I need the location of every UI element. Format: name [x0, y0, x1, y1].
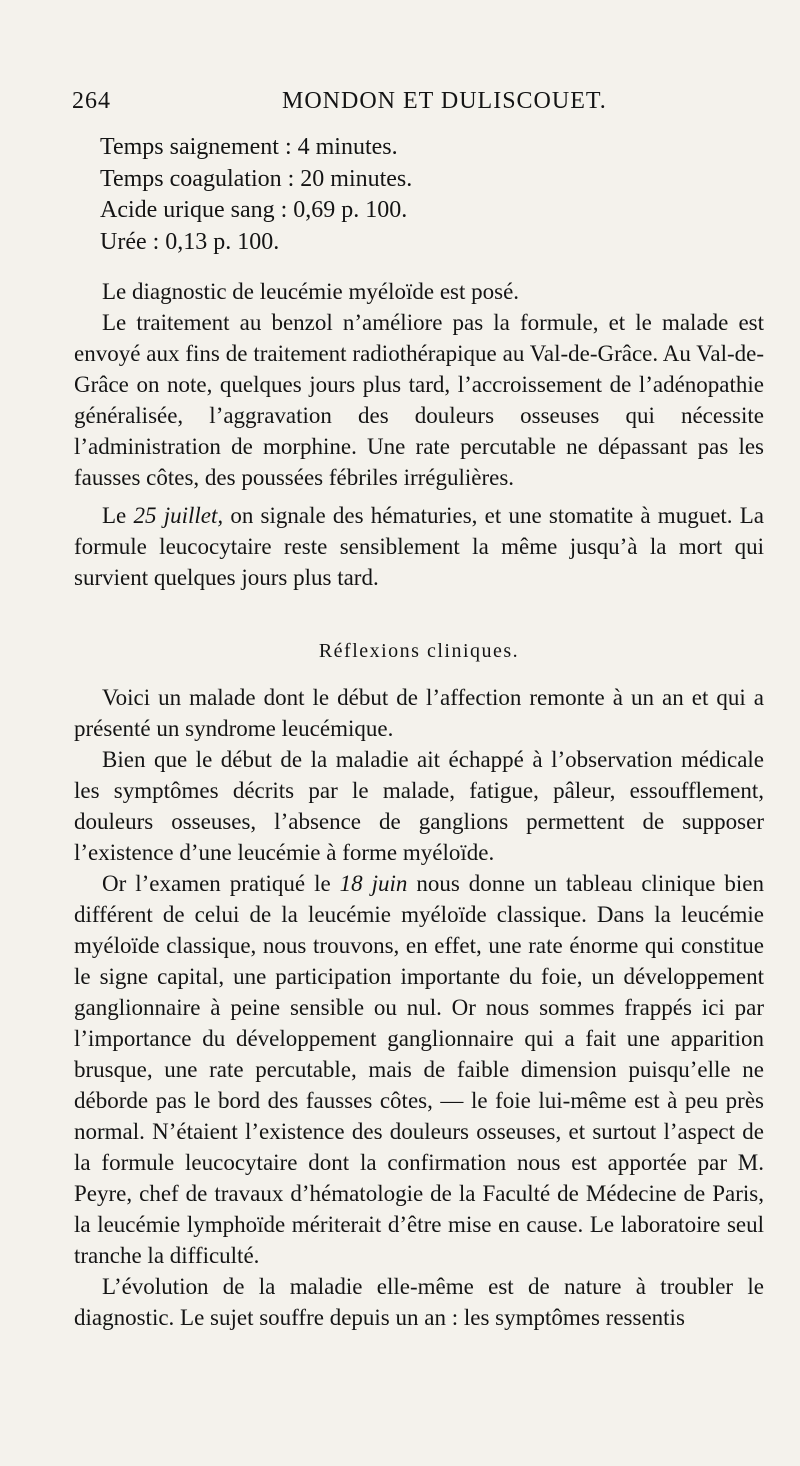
lab-result-line: Temps coagulation : 20 minutes.	[100, 165, 413, 192]
paragraph-rest: nous donne un tableau clinique bien différent de celui de la leucémie myéloïde classique. Dans la leucémie myéloïde classique, nous trouvons, en effet, une rate énorme qui constitue le signe capital, une participation importante du foie, un développement ganglionnaire à peine sensible ou nul. Or nous sommes frappés ici par l’importance du développement ganglionnaire qui a fait une apparition brusque, une rate percutable, mais de faible dimension puisqu’elle ne déborde pas le bord des fausses côtes, — le foie lui-même est à peu près normal. N’étaient l’existence des douleurs osseuses, et surtout l’aspect de la formule leucocytaire dont la confirmation nous est apportée par M. Peyre, chef de travaux d’hématologie de la Faculté de Médecine de Paris, la leucémie lymphoïde mériterait d’être mise en cause. Le laboratoire seul tranche la difficulté.	[74, 871, 764, 1268]
paragraph: Le traitement au benzol n’améliore pas la formule, et le malade est envoyé aux fins de traitement radiothérapique au Val-de-Grâce. Au Val-de-Grâce on note, quelques jours plus tard, l’accroissement de l’adénopathie généralisée, l’aggravation des douleurs osseuses qui nécessite l’administration de morphine. Une rate percutable ne dépassant pas les fausses côtes, des poussées fébriles irrégulières.	[74, 310, 764, 490]
date-text: 25 juillet,	[133, 503, 224, 528]
lab-result-line: Temps saignement : 4 minutes.	[100, 134, 398, 160]
paragraph-rest: on signale des hématuries, et une stomatite à muguet. La formule leucocytaire reste sensiblement la même jusqu’à la mort qui survient quelques jours plus tard.	[74, 503, 765, 590]
text-block-reflexions	[74, 682, 764, 1333]
paragraph-prefix: Le	[102, 503, 127, 528]
text-block-july	[74, 500, 764, 593]
paragraph-prefix: Or l’examen pratiqué le	[102, 871, 331, 896]
page-header	[72, 88, 772, 124]
section-title: Réflexions cliniques.	[318, 640, 520, 662]
lab-result-line: Acide urique sang : 0,69 p. 100.	[100, 197, 408, 223]
paragraph: L’évolution de la maladie elle-même est de nature à troubler le diagnostic. Le sujet souffre depuis un an : les symptômes ressentis	[74, 1274, 764, 1330]
paragraph-july	[74, 500, 764, 593]
paragraph: Le diagnostic de leucémie myéloïde est posé.	[102, 279, 520, 304]
lab-results	[100, 132, 412, 258]
running-head: MONDON ET DULISCOUET.	[282, 88, 607, 114]
text-block-diagnosis	[74, 276, 764, 493]
date-text: 18 juin	[339, 871, 408, 896]
paragraph-june	[74, 868, 764, 1271]
page-number: 264	[72, 88, 111, 114]
paragraph: Bien que le début de la maladie ait échappé à l’observation médicale les symptômes décrits par le malade, fatigue, pâleur, essoufflement, douleurs osseuses, l’absence de ganglions permettent de supposer l’existence d’une leucémie à forme myéloïde.	[74, 747, 764, 865]
paragraph: Voici un malade dont le début de l’affection remonte à un an et qui a présenté un syndrome leucémique.	[74, 685, 764, 741]
lab-result-line: Urée : 0,13 p. 100.	[100, 228, 280, 255]
